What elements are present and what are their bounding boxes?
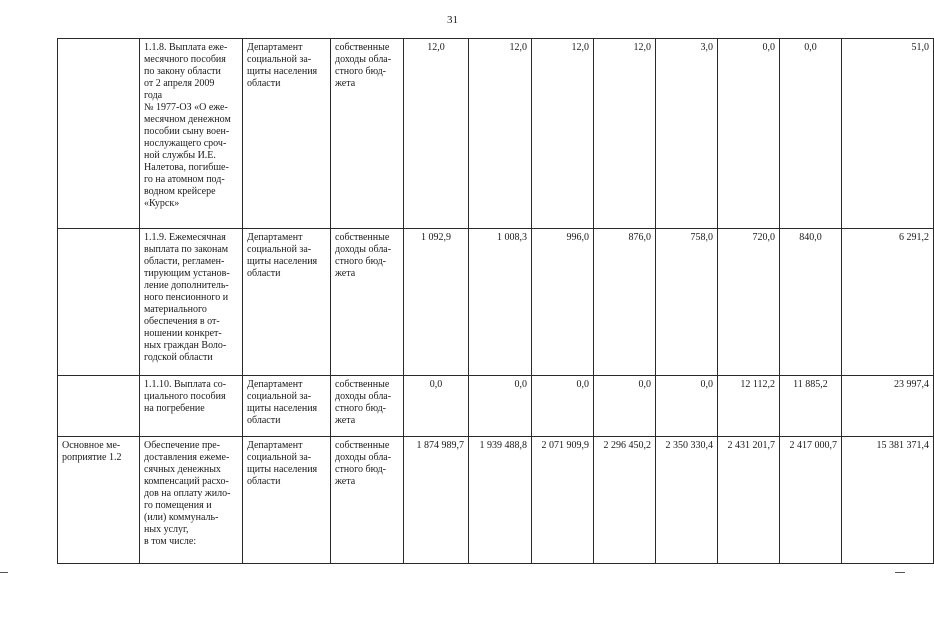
page-number: 31	[447, 14, 458, 26]
executor-cell: Департамент социальной за- щиты населения области	[243, 376, 331, 437]
measure-name-cell: Обеспечение пре- доставления ежеме- сячных денежных компенсаций расхо- дов на оплату жило- го помещения и (или) коммуналь- ных услуг, в том числе:	[140, 437, 243, 564]
funding-source-cell: собственные доходы обла- стного бюд- жета	[331, 437, 404, 564]
value-cell: 2 417 000,7	[780, 437, 842, 564]
value-cell: 0,0	[594, 376, 656, 437]
value-cell: 720,0	[718, 229, 780, 376]
value-cell: 12,0	[532, 39, 594, 229]
value-cell: 2 296 450,2	[594, 437, 656, 564]
measure-cell	[58, 229, 140, 376]
total-cell: 23 997,4	[842, 376, 934, 437]
value-cell: 0,0	[469, 376, 532, 437]
total-cell: 6 291,2	[842, 229, 934, 376]
value-cell: 1 008,3	[469, 229, 532, 376]
funding-source-cell: собственные доходы обла- стного бюд- жета	[331, 39, 404, 229]
value-cell: 1 874 989,7	[404, 437, 469, 564]
measure-name-cell: 1.1.9. Ежемесячная выплата по законам области, регламен- тирующим установ- ление дополнитель- ного пенсионного и материального обеспечения в от- ношении конкрет- ных граждан Воло- годской области	[140, 229, 243, 376]
value-cell: 1 939 488,8	[469, 437, 532, 564]
executor-cell: Департамент социальной за- щиты населения области	[243, 39, 331, 229]
measure-name-cell: 1.1.8. Выплата еже- месячного пособия по закону области от 2 апреля 2009 года № 1977-ОЗ «О еже- месячном денежном пособии сыну воен- нослужащего сроч- ной службы И.Е. Налетова, погибше- го на атомном под- водном крейсере «Курск»	[140, 39, 243, 229]
scan-edge-mark-left	[0, 572, 8, 573]
value-cell: 2 071 909,9	[532, 437, 594, 564]
value-cell: 0,0	[718, 39, 780, 229]
value-cell: 12,0	[469, 39, 532, 229]
value-cell: 840,0	[780, 229, 842, 376]
measure-name-cell: 1.1.10. Выплата со- циального пособия на погребение	[140, 376, 243, 437]
value-cell: 0,0	[532, 376, 594, 437]
value-cell: 1 092,9	[404, 229, 469, 376]
total-cell: 51,0	[842, 39, 934, 229]
funding-source-cell: собственные доходы обла- стного бюд- жета	[331, 229, 404, 376]
measure-cell	[58, 39, 140, 229]
value-cell: 11 885,2	[780, 376, 842, 437]
table-row	[58, 39, 934, 229]
value-cell: 3,0	[656, 39, 718, 229]
scan-edge-mark-right	[895, 572, 905, 573]
funding-source-cell: собственные доходы обла- стного бюд- жета	[331, 376, 404, 437]
value-cell: 876,0	[594, 229, 656, 376]
value-cell: 0,0	[404, 376, 469, 437]
table-row	[58, 229, 934, 376]
value-cell: 758,0	[656, 229, 718, 376]
value-cell: 12,0	[594, 39, 656, 229]
value-cell: 12 112,2	[718, 376, 780, 437]
measure-cell: Основное ме- роприятие 1.2	[58, 437, 140, 564]
value-cell: 0,0	[656, 376, 718, 437]
value-cell: 2 431 201,7	[718, 437, 780, 564]
table-row	[58, 376, 934, 437]
table-row	[58, 437, 934, 564]
executor-cell: Департамент социальной за- щиты населения области	[243, 229, 331, 376]
executor-cell: Департамент социальной за- щиты населения области	[243, 437, 331, 564]
value-cell: 12,0	[404, 39, 469, 229]
budget-table	[57, 38, 934, 564]
value-cell: 996,0	[532, 229, 594, 376]
value-cell: 2 350 330,4	[656, 437, 718, 564]
measure-cell	[58, 376, 140, 437]
total-cell: 15 381 371,4	[842, 437, 934, 564]
value-cell: 0,0	[780, 39, 842, 229]
